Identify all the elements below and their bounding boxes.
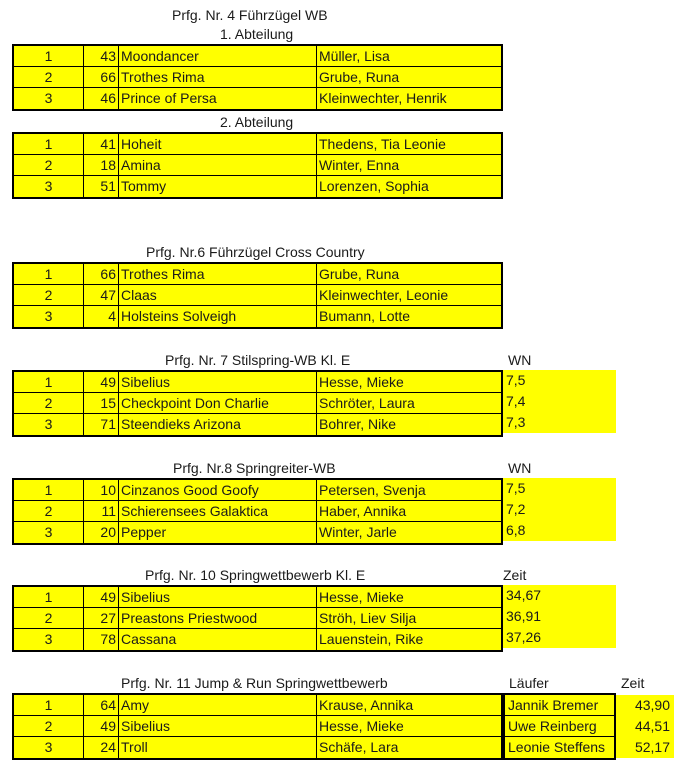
results-table-nr4-abt2 [12, 132, 503, 199]
runner-cell: Uwe Reinberg [505, 716, 614, 737]
column-header-wn: WN [508, 352, 532, 368]
table-row [14, 285, 501, 306]
place-cell: 2 [14, 501, 84, 521]
place-cell: 3 [14, 522, 84, 543]
rider-cell: Krause, Annika [319, 697, 414, 713]
rider-cell: Hesse, Mieke [319, 374, 404, 390]
horse-cell: Claas [119, 285, 317, 305]
place-cell: 1 [14, 264, 84, 284]
rider-cell: Bumann, Lotte [319, 308, 411, 324]
rider-cell: Schröter, Laura [319, 395, 415, 411]
horse-cell: Steendieks Arizona [119, 414, 317, 435]
horse-cell: Hoheit [119, 134, 317, 154]
horse-cell: Moondancer [119, 46, 317, 66]
group-subtitle-1: 1. Abteilung [220, 26, 294, 42]
number-cell: 71 [84, 414, 119, 435]
place-cell: 3 [14, 176, 84, 197]
place-cell: 1 [14, 587, 84, 607]
results-table-nr6 [12, 262, 503, 329]
results-table-nr8 [12, 478, 503, 545]
score-cell: 7,4 [506, 393, 526, 409]
number-cell: 41 [84, 134, 119, 154]
horse-cell: Sibelius [119, 716, 317, 736]
table-row [14, 88, 501, 109]
number-cell: 47 [84, 285, 119, 305]
rider-cell: Ströh, Liev Silja [319, 610, 417, 626]
rider-cell: Hesse, Mieke [319, 718, 404, 734]
score-cell: 7,2 [506, 501, 526, 517]
horse-cell: Preastons Priestwood [119, 608, 317, 628]
rider-cell: Winter, Enna [319, 157, 400, 173]
rider-cell: Grube, Runa [319, 266, 400, 282]
table-row [14, 587, 501, 608]
score-column-nr8 [503, 478, 616, 541]
horse-cell: Trothes Rima [119, 264, 317, 284]
score-cell: 7,5 [506, 372, 526, 388]
rider-cell: Thedens, Tia Leonie [319, 136, 446, 152]
rider-cell: Grube, Runa [319, 69, 400, 85]
horse-cell: Sibelius [119, 587, 317, 607]
number-cell: 20 [84, 522, 119, 543]
column-header-laeufer: Läufer [509, 675, 549, 691]
table-row [14, 46, 501, 67]
place-cell: 2 [14, 285, 84, 305]
runner-column-nr11 [503, 693, 616, 760]
number-cell: 43 [84, 46, 119, 66]
horse-cell: Amy [119, 695, 317, 715]
section-title-nr4: Prfg. Nr. 4 Führzügel WB [172, 7, 328, 23]
place-cell: 1 [14, 372, 84, 392]
number-cell: 66 [84, 67, 119, 87]
time-cell: 36,91 [506, 608, 542, 624]
table-row [14, 306, 501, 327]
table-row [14, 629, 501, 650]
table-row [14, 264, 501, 285]
results-table-nr11 [12, 693, 503, 760]
table-row [14, 393, 501, 414]
time-cell: 52,17 [634, 739, 670, 755]
place-cell: 1 [14, 480, 84, 500]
place-cell: 3 [14, 737, 84, 758]
time-cell: 43,90 [634, 697, 670, 713]
table-row [14, 716, 501, 737]
number-cell: 51 [84, 176, 119, 197]
runner-cell: Jannik Bremer [505, 695, 614, 716]
place-cell: 3 [14, 306, 84, 327]
rider-cell: Lauenstein, Rike [319, 631, 424, 647]
horse-cell: Tommy [119, 176, 317, 197]
place-cell: 1 [14, 134, 84, 154]
table-row [14, 414, 501, 435]
place-cell: 2 [14, 67, 84, 87]
horse-cell: Holsteins Solveigh [119, 306, 317, 327]
horse-cell: Trothes Rima [119, 67, 317, 87]
rider-cell: Winter, Jarle [319, 524, 397, 540]
results-table-nr4-abt1 [12, 44, 503, 111]
rider-cell: Haber, Annika [319, 503, 407, 519]
table-row [14, 67, 501, 88]
rider-cell: Schäfe, Lara [319, 739, 399, 755]
number-cell: 27 [84, 608, 119, 628]
number-cell: 46 [84, 88, 119, 109]
number-cell: 10 [84, 480, 119, 500]
score-cell: 6,8 [506, 522, 526, 538]
place-cell: 3 [14, 414, 84, 435]
number-cell: 49 [84, 587, 119, 607]
horse-cell: Schierensees Galaktica [119, 501, 317, 521]
rider-cell: Lorenzen, Sophia [319, 178, 429, 194]
number-cell: 64 [84, 695, 119, 715]
time-cell: 44,51 [634, 718, 670, 734]
number-cell: 24 [84, 737, 119, 758]
time-column-nr11 [616, 695, 674, 758]
place-cell: 3 [14, 88, 84, 109]
column-header-wn: WN [508, 460, 532, 476]
rider-cell: Hesse, Mieke [319, 589, 404, 605]
place-cell: 3 [14, 629, 84, 650]
number-cell: 78 [84, 629, 119, 650]
results-table-nr10 [12, 585, 503, 652]
score-column-nr7 [503, 370, 616, 433]
results-table-nr7 [12, 370, 503, 437]
rider-cell: Bohrer, Nike [319, 416, 397, 432]
time-cell: 37,26 [506, 629, 542, 645]
score-cell: 7,3 [506, 414, 526, 430]
section-title-nr8: Prfg. Nr.8 Springreiter-WB [173, 460, 336, 476]
section-title-nr10: Prfg. Nr. 10 Springwettbewerb Kl. E [145, 567, 366, 583]
table-row [14, 372, 501, 393]
number-cell: 11 [84, 501, 119, 521]
place-cell: 2 [14, 716, 84, 736]
horse-cell: Checkpoint Don Charlie [119, 393, 317, 413]
table-row [14, 737, 501, 758]
horse-cell: Troll [119, 737, 317, 758]
runner-cell: Leonie Steffens [508, 739, 606, 755]
number-cell: 49 [84, 716, 119, 736]
place-cell: 2 [14, 608, 84, 628]
score-cell: 7,5 [506, 480, 526, 496]
rider-cell: Kleinwechter, Leonie [319, 287, 449, 303]
rider-cell: Müller, Lisa [319, 48, 390, 64]
rider-cell: Kleinwechter, Henrik [319, 90, 447, 106]
section-title-nr6: Prfg. Nr.6 Führzügel Cross Country [146, 244, 365, 260]
table-row [14, 155, 501, 176]
horse-cell: Sibelius [119, 372, 317, 392]
time-column-nr10 [503, 585, 616, 648]
table-row [14, 608, 501, 629]
column-header-zeit: Zeit [621, 675, 645, 691]
group-subtitle-2: 2. Abteilung [220, 114, 294, 130]
horse-cell: Prince of Persa [119, 88, 317, 109]
number-cell: 15 [84, 393, 119, 413]
table-row [14, 501, 501, 522]
horse-cell: Pepper [119, 522, 317, 543]
number-cell: 18 [84, 155, 119, 175]
number-cell: 4 [84, 306, 119, 327]
section-title-nr11: Prfg. Nr. 11 Jump & Run Springwettbewerb [121, 675, 388, 691]
place-cell: 1 [14, 695, 84, 715]
time-cell: 34,67 [506, 587, 542, 603]
rider-cell: Petersen, Svenja [319, 482, 426, 498]
horse-cell: Cinzanos Good Goofy [119, 480, 317, 500]
section-title-nr7: Prfg. Nr. 7 Stilspring-WB Kl. E [165, 352, 351, 368]
table-row [14, 134, 501, 155]
table-row [14, 695, 501, 716]
place-cell: 2 [14, 155, 84, 175]
horse-cell: Amina [119, 155, 317, 175]
number-cell: 49 [84, 372, 119, 392]
horse-cell: Cassana [119, 629, 317, 650]
table-row [14, 176, 501, 197]
number-cell: 66 [84, 264, 119, 284]
column-header-zeit: Zeit [503, 567, 527, 583]
table-row [14, 522, 501, 543]
place-cell: 1 [14, 46, 84, 66]
place-cell: 2 [14, 393, 84, 413]
table-row [14, 480, 501, 501]
